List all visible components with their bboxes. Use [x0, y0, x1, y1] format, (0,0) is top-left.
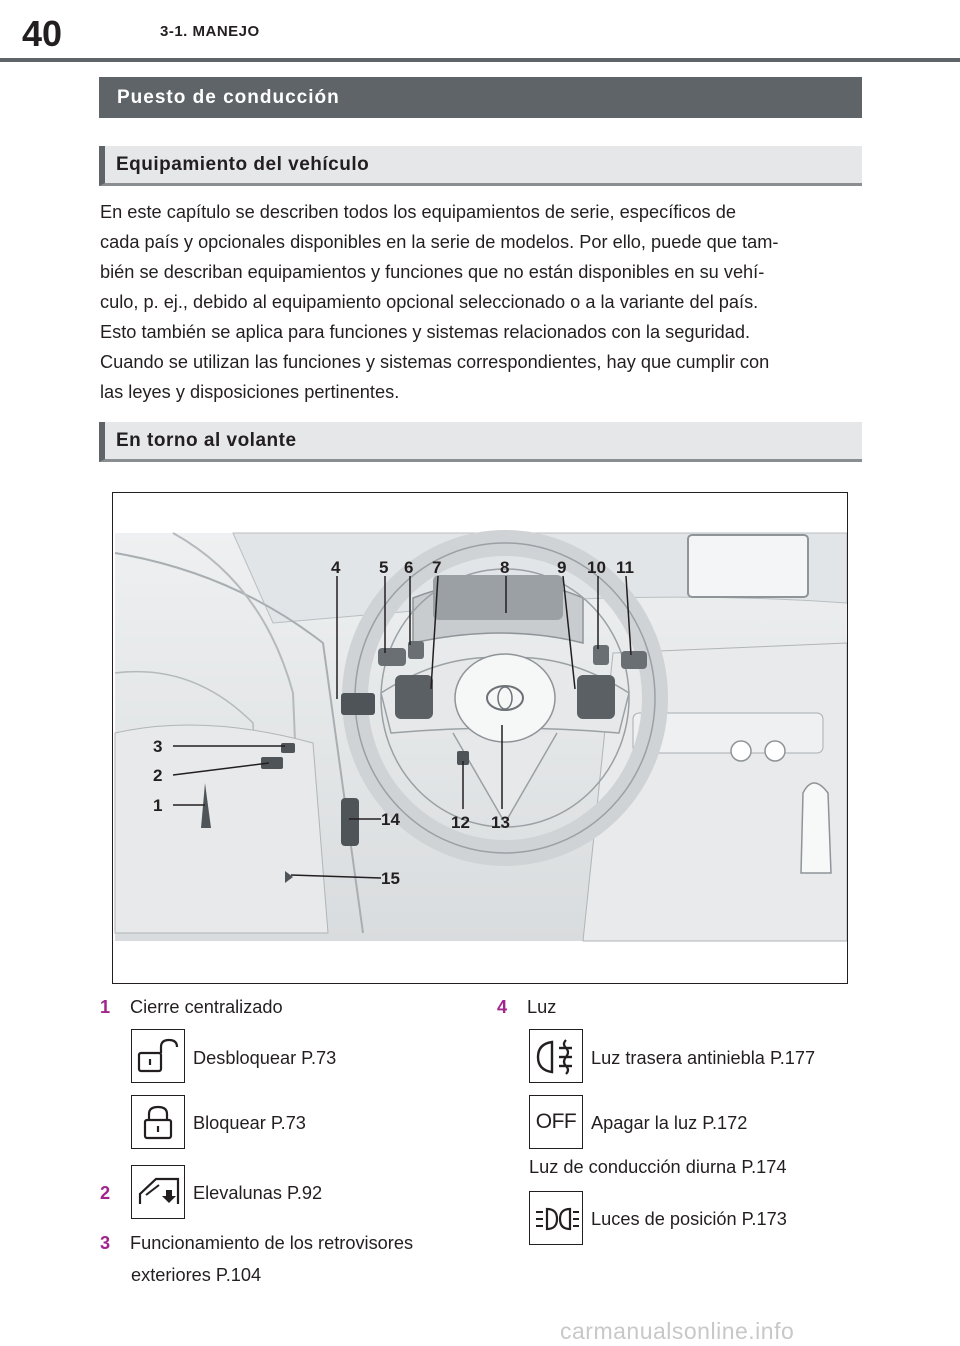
legend-number: 3 — [100, 1233, 111, 1253]
callout-3: 3 — [153, 737, 163, 756]
parking-light-text: Luces de posición P.173 — [591, 1209, 787, 1229]
callout-14: 14 — [381, 810, 400, 829]
legend-number: 2 — [100, 1183, 111, 1203]
callout-1: 1 — [153, 796, 163, 815]
legend-label: Cierre centralizado — [130, 997, 283, 1017]
legend-item-4 — [497, 995, 556, 1019]
intro-line: cada país y opcionales disponibles en la serie de modelos. Por ello, puede que tam- — [100, 232, 779, 252]
off-text: Apagar la luz P.172 — [591, 1113, 748, 1133]
cockpit-figure — [112, 492, 848, 984]
off-icon-label: OFF — [535, 1110, 577, 1133]
rear-fog-light-text: Luz trasera antiniebla P.177 — [591, 1048, 816, 1068]
section-title-wheel: En torno al volante — [99, 422, 862, 462]
drl-text: Luz de conducción diurna P.174 — [529, 1157, 787, 1177]
callout-7: 7 — [432, 558, 442, 577]
unlock-text: Desbloquear P.73 — [193, 1048, 337, 1068]
callout-10: 10 — [587, 558, 606, 577]
intro-line: culo, p. ej., debido al equipamiento opcional seleccionado o a la variante del país. — [100, 292, 759, 312]
intro-line: En este capítulo se describen todos los equipamientos de serie, específicos de — [100, 202, 736, 222]
window-lift-icon — [131, 1165, 185, 1219]
off-icon — [529, 1095, 583, 1149]
callout-13: 13 — [491, 813, 510, 832]
cockpit-illustration — [113, 493, 847, 983]
callout-4: 4 — [331, 558, 341, 577]
unlock-icon — [131, 1029, 185, 1083]
section-title-main: Puesto de conducción — [99, 77, 862, 118]
legend-label: Luz — [527, 997, 557, 1017]
header-rule — [0, 58, 960, 62]
legend-number: 4 — [497, 997, 508, 1017]
callout-9: 9 — [557, 558, 567, 577]
callout-6: 6 — [404, 558, 414, 577]
chapter-title: 3-1. MANEJO — [160, 23, 260, 40]
callout-15: 15 — [381, 869, 400, 888]
intro-line: bién se describan equipamientos y funciones que no están disponibles en su vehí- — [100, 262, 765, 282]
callout-12: 12 — [451, 813, 470, 832]
intro-paragraph — [100, 197, 862, 407]
legend-label: Funcionamiento de los retrovisores — [130, 1233, 414, 1253]
parking-light-icon — [529, 1191, 583, 1245]
lock-text: Bloquear P.73 — [193, 1113, 306, 1133]
legend-number: 1 — [100, 997, 111, 1017]
rear-fog-light-icon — [529, 1029, 583, 1083]
section-title-equipment: Equipamiento del vehículo — [99, 146, 862, 186]
legend-item-2 — [100, 1181, 130, 1205]
footer-watermark: carmanualsonline.info — [560, 1318, 795, 1344]
intro-line: Cuando se utilizan las funciones y sistemas correspondientes, hay que cumplir con — [100, 352, 770, 372]
intro-line: las leyes y disposiciones pertinentes. — [100, 382, 400, 402]
lock-icon — [131, 1095, 185, 1149]
legend-item-1 — [100, 995, 283, 1019]
callout-11: 11 — [616, 558, 634, 577]
window-lift-text: Elevalunas P.92 — [193, 1183, 323, 1203]
legend-item-3 — [100, 1231, 413, 1255]
callout-2: 2 — [153, 766, 163, 785]
page-number: 40 — [22, 13, 63, 54]
callout-8: 8 — [500, 558, 510, 577]
legend-item-3-ref: exteriores P.104 — [131, 1265, 262, 1285]
callout-5: 5 — [379, 558, 389, 577]
intro-line: Esto también se aplica para funciones y sistemas relacionados con la seguridad. — [100, 322, 751, 342]
